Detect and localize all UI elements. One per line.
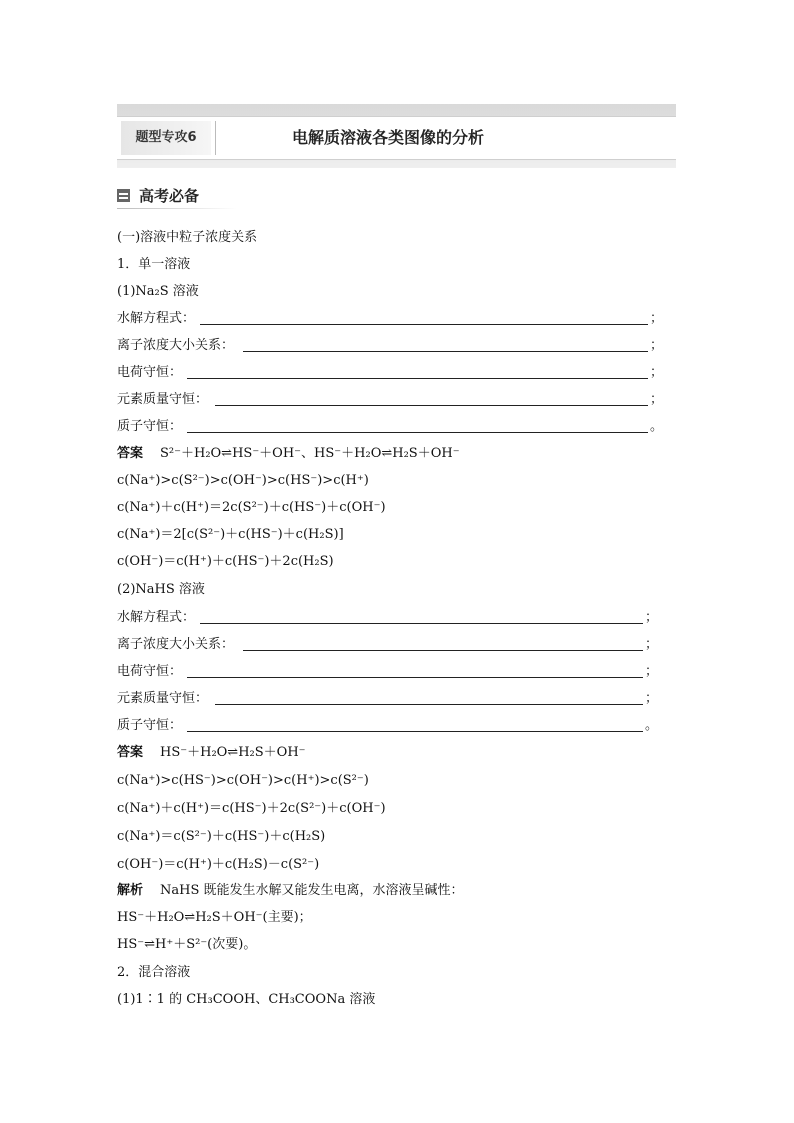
section-title: 高考必备 (139, 187, 200, 205)
analysis-label: 解析 (117, 883, 144, 898)
section-header (117, 184, 237, 210)
answer-blank (243, 650, 643, 651)
period: 。 (650, 419, 664, 434)
question-label: 电荷守恒： (117, 365, 183, 380)
answer-line: c(Na⁺)>c(HS⁻)>c(OH⁻)>c(H⁺)>c(S²⁻) (117, 773, 369, 788)
answer-blank (215, 405, 648, 406)
title-banner (117, 104, 676, 168)
question-label: 水解方程式： (117, 311, 196, 326)
topic-tag: 题型专攻6 (121, 121, 211, 155)
answer-line: c(Na⁺)＝c(S²⁻)＋c(HS⁻)＋c(H₂S) (117, 829, 326, 844)
answer-line: HS⁻＋H₂O⇌H₂S＋OH⁻ (160, 745, 306, 760)
question-label: 质子守恒： (117, 718, 183, 733)
page-title: 电解质溶液各类图像的分析 (292, 128, 485, 147)
question-label: 离子浓度大小关系： (117, 637, 235, 652)
analysis-line: HS⁻⇌H⁺＋S²⁻(次要)。 (117, 937, 257, 952)
title-banner-inner (117, 116, 676, 160)
answer-blank (200, 324, 648, 325)
question-label: 质子守恒： (117, 419, 183, 434)
semicolon: ； (645, 691, 659, 706)
answer-line: c(Na⁺)＝2[c(S²⁻)＋c(HS⁻)＋c(H₂S)] (117, 527, 344, 542)
answer-line: c(OH⁻)＝c(H⁺)＋c(H₂S)－c(S²⁻) (117, 857, 320, 872)
analysis-line: NaHS 既能发生水解又能发生电离，水溶液呈碱性： (160, 883, 464, 898)
section-list-icon (117, 189, 130, 202)
heading-line: 2．混合溶液 (117, 965, 191, 980)
semicolon: ； (650, 338, 664, 353)
answer-line: c(Na⁺)>c(S²⁻)>c(OH⁻)>c(HS⁻)>c(H⁺) (117, 473, 369, 488)
banner-divider (215, 121, 216, 155)
subheading-line: (1)1∶1 的 CH₃COOH、CH₃COONa 溶液 (117, 992, 376, 1007)
answer-blank (187, 378, 648, 379)
answer-label: 答案 (117, 745, 144, 760)
semicolon: ； (645, 610, 659, 625)
semicolon: ； (645, 637, 659, 652)
section-underline (117, 208, 237, 209)
answer-line: S²⁻＋H₂O⇌HS⁻＋OH⁻、HS⁻＋H₂O⇌H₂S＋OH⁻ (160, 446, 460, 461)
question-label: 离子浓度大小关系： (117, 338, 235, 353)
analysis-line: HS⁻＋H₂O⇌H₂S＋OH⁻(主要)； (117, 910, 312, 925)
answer-blank (187, 731, 643, 732)
subheading-line: (2)NaHS 溶液 (117, 582, 205, 597)
heading-line: 1．单一溶液 (117, 257, 191, 272)
answer-line: c(OH⁻)＝c(H⁺)＋c(HS⁻)＋2c(H₂S) (117, 554, 334, 569)
answer-line: c(Na⁺)＋c(H⁺)＝c(HS⁻)＋2c(S²⁻)＋c(OH⁻) (117, 801, 386, 816)
answer-blank (200, 623, 643, 624)
heading-line: (一)溶液中粒子浓度关系 (117, 230, 258, 245)
semicolon: ； (650, 392, 664, 407)
subheading-line: (1)Na₂S 溶液 (117, 284, 199, 299)
period: 。 (645, 718, 659, 733)
semicolon: ； (650, 311, 664, 326)
question-label: 元素质量守恒： (117, 392, 209, 407)
answer-label: 答案 (117, 446, 144, 461)
question-label: 元素质量守恒： (117, 691, 209, 706)
semicolon: ； (645, 664, 659, 679)
question-label: 电荷守恒： (117, 664, 183, 679)
answer-blank (187, 677, 643, 678)
answer-line: c(Na⁺)＋c(H⁺)＝2c(S²⁻)＋c(HS⁻)＋c(OH⁻) (117, 500, 386, 515)
question-label: 水解方程式： (117, 610, 196, 625)
semicolon: ； (650, 365, 664, 380)
answer-blank (243, 351, 648, 352)
answer-blank (187, 432, 648, 433)
answer-blank (215, 704, 643, 705)
